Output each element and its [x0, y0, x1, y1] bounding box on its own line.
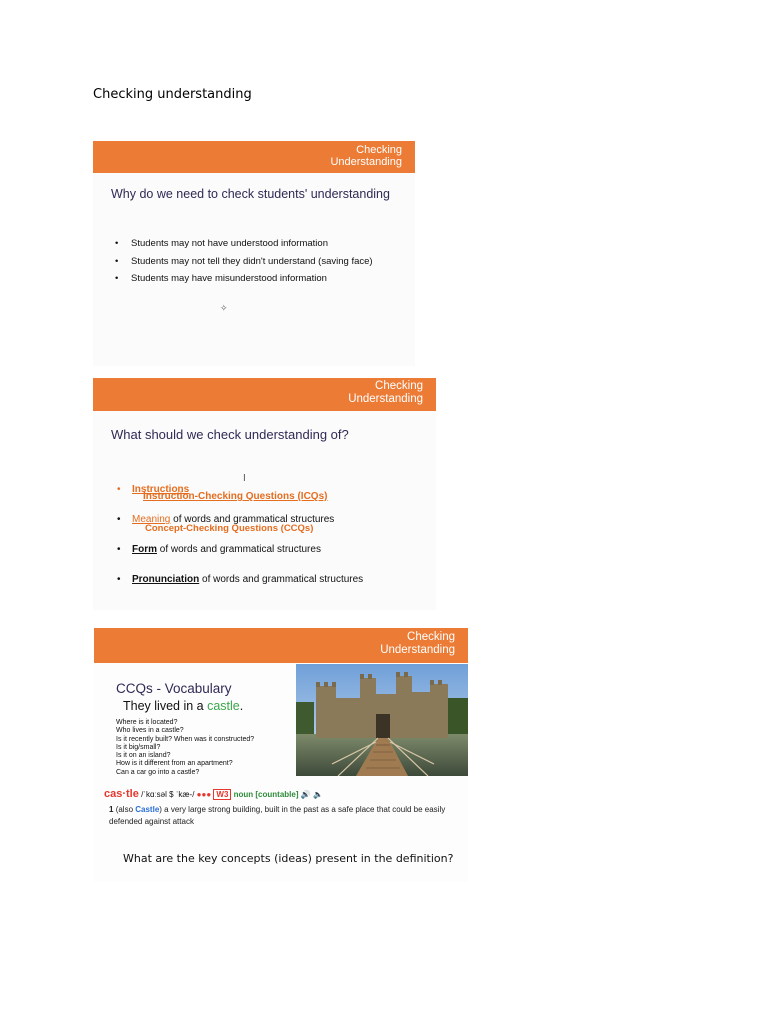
speaker-icon-british[interactable]: 🔊	[300, 790, 311, 799]
sentence-start: They lived in a	[123, 699, 208, 713]
slide-header	[93, 378, 436, 411]
slide-header	[93, 141, 415, 173]
bullet-icon: •	[117, 574, 121, 585]
also-prefix: (also	[115, 805, 136, 814]
slide-header	[94, 628, 468, 663]
move-cursor-icon: ✧	[220, 303, 228, 313]
bullet-list	[115, 238, 373, 291]
bullet-icon: •	[117, 514, 121, 525]
target-word: castle	[207, 699, 240, 713]
header-line-2: Understanding	[348, 393, 423, 405]
header-line-1: Checking	[407, 631, 455, 643]
ccq-item: Can a car go into a castle?	[116, 768, 200, 776]
bullet-item: • Students may have misunderstood information	[115, 273, 373, 284]
definition-text: a very large strong building, built in the past as a safe place that could be easily defended against attack	[109, 805, 446, 826]
ccq-item: Is it big/small?	[116, 743, 161, 751]
header-line-2: Understanding	[380, 644, 455, 656]
frequency-dots: ●●●	[196, 790, 212, 799]
item-label: Meaning	[132, 514, 171, 525]
dictionary-entry	[104, 788, 323, 800]
also-suffix: )	[159, 805, 162, 814]
ccq-item: Who lives in a castle?	[116, 727, 184, 735]
item-label: Instructions	[132, 484, 190, 495]
slide-ccqs-vocabulary	[94, 628, 468, 882]
bullet-icon: •	[117, 544, 121, 555]
item-label: Pronunciation	[132, 574, 200, 585]
bullet-item: • Students may not have understood information	[115, 238, 373, 249]
speaker-icon-american[interactable]: 🔈	[312, 790, 323, 799]
slide-title: CCQs - Vocabulary	[116, 681, 232, 696]
item-rest: of words and grammatical structures	[157, 544, 321, 555]
header-line-1: Checking	[356, 144, 402, 156]
item-sub-icqs: Instruction-Checking Questions (ICQs)	[143, 491, 328, 502]
item-sub-ccqs: Concept-Checking Questions (CCQs)	[145, 523, 314, 534]
part-of-speech: noun [countable]	[233, 790, 299, 799]
dictionary-pronunciation: /ˈkɑːsəl $ ˈkæ-/	[138, 790, 197, 799]
header-line-1: Checking	[375, 380, 423, 392]
also-word: Castle	[135, 805, 160, 814]
key-concepts-question: What are the key concepts (ideas) present in the definition?	[123, 852, 454, 865]
bullet-item: • Students may not tell they didn't understand (saving face)	[115, 256, 373, 267]
slide-what-check	[93, 378, 436, 610]
ccq-list	[116, 719, 254, 777]
slide-question: What should we check understanding of?	[111, 427, 349, 442]
example-sentence	[123, 699, 243, 713]
level-badge: W3	[213, 789, 231, 800]
castle-image	[296, 664, 468, 776]
header-line-2: Understanding	[330, 156, 402, 168]
dictionary-headword: cas·tle	[104, 788, 139, 800]
item-rest: of words and grammatical structures	[170, 514, 335, 525]
item-rest: of words and grammatical structures	[199, 574, 364, 585]
text-cursor-icon: I	[243, 473, 246, 484]
document-title: Checking understanding	[93, 87, 252, 102]
sense-number: 1	[109, 805, 114, 814]
sentence-end: .	[239, 699, 244, 713]
slide-question: Why do we need to check students' understanding	[111, 187, 390, 201]
slide-why-check	[93, 141, 415, 366]
dictionary-definition	[109, 804, 464, 828]
ccq-item: Where is it located?	[116, 719, 178, 726]
bullet-icon: •	[117, 484, 121, 495]
item-label: Form	[132, 544, 157, 555]
ccq-item: Is it on an island?	[116, 752, 171, 760]
ccq-item: Is it recently built? When was it constructed?	[116, 735, 255, 743]
ccq-item: How is it different from an apartment?	[116, 760, 233, 768]
